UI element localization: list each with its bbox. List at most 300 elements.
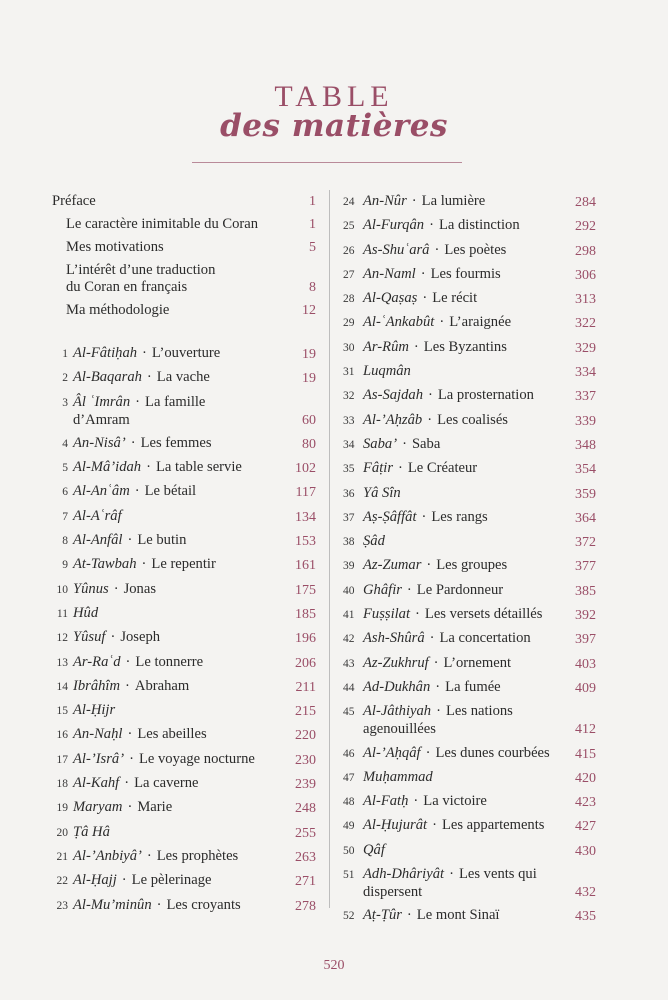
toc-entry[interactable] (343, 339, 596, 357)
page-number-ref: 397 (575, 632, 596, 648)
front-matter-item[interactable] (52, 216, 316, 233)
separator-dot: · (426, 557, 432, 574)
surah-french-name: La vache (156, 369, 210, 386)
page-number-ref: 412 (575, 722, 596, 738)
toc-entry[interactable] (343, 866, 596, 901)
surah-french-name: Les abeilles (137, 726, 207, 743)
toc-entry-text (52, 897, 286, 915)
toc-entry[interactable] (52, 872, 316, 890)
toc-entry-text (52, 775, 286, 793)
page-number-ref: 432 (575, 885, 596, 901)
toc-entry[interactable] (343, 314, 596, 332)
separator-dot: · (413, 338, 419, 355)
separator-dot: · (141, 556, 147, 573)
toc-entry-line (343, 817, 560, 835)
front-matter-item[interactable] (52, 262, 316, 296)
toc-entry[interactable] (343, 436, 596, 454)
surah-number: 8 (62, 535, 68, 548)
toc-entry[interactable] (343, 606, 596, 624)
page-number-ref: 403 (575, 656, 596, 672)
separator-dot: · (127, 532, 133, 549)
toc-entry[interactable] (343, 266, 596, 284)
toc-entry-line (343, 907, 560, 925)
separator-dot: · (435, 678, 441, 695)
surah-arabic-name: Al-Mâ’idah (73, 459, 142, 476)
surah-number: 4 (62, 437, 68, 450)
toc-entry-line (343, 363, 560, 381)
toc-entry-text (52, 751, 286, 769)
toc-entry[interactable] (343, 363, 596, 381)
surah-number: 41 (343, 609, 355, 622)
surah-number: 39 (343, 560, 355, 573)
surah-arabic-name: Hûd (73, 604, 99, 621)
surah-arabic-name: Al-’Anbiyâ’ (73, 847, 142, 864)
surah-number: 28 (343, 293, 355, 306)
separator-dot: · (415, 606, 420, 623)
surah-arabic-name: An-Nûr (363, 193, 407, 209)
surah-french-name: La concertation (439, 630, 531, 647)
surah-number: 32 (343, 390, 355, 403)
page-number: 520 (323, 958, 345, 973)
toc-entry[interactable] (343, 485, 596, 503)
toc-entry-line (343, 339, 560, 357)
surah-number: 21 (56, 850, 68, 863)
toc-entry-line (343, 387, 560, 405)
page-number-ref: 278 (295, 898, 316, 914)
surah-french-name-continued: d’Amram (73, 411, 130, 428)
toc-entry[interactable] (343, 907, 596, 925)
surah-french-name: Les femmes (140, 434, 212, 451)
surah-arabic-name: Luqmân (363, 363, 411, 380)
front-matter-text: Mes motivations (66, 239, 164, 255)
surah-arabic-name: Ar-Rûm (363, 338, 409, 355)
separator-dot: · (125, 653, 131, 670)
surah-french-name: Les croyants (166, 896, 241, 913)
toc-entry-line (52, 508, 280, 526)
surah-french-name: Les appartements (441, 817, 545, 834)
surah-number: 31 (343, 366, 355, 379)
surah-number: 51 (343, 869, 355, 882)
page-number-ref: 420 (575, 770, 596, 786)
surah-arabic-name: Al-Furqân (363, 217, 425, 234)
surah-number: 19 (56, 802, 68, 815)
surah-arabic-name: Adh-Dhâriyât (363, 866, 445, 883)
surah-number: 13 (56, 656, 68, 669)
toc-entry-text (343, 314, 566, 332)
toc-entry[interactable] (52, 629, 316, 647)
toc-entry-line (52, 345, 280, 363)
toc-entry-line (52, 702, 280, 720)
toc-entry-text (343, 817, 566, 835)
page-number-ref: 298 (575, 243, 596, 259)
surah-arabic-name: Maryam (73, 799, 123, 816)
surah-french-name: Les Byzantins (423, 338, 507, 355)
toc-entry-line (343, 655, 560, 673)
toc-entry[interactable] (343, 745, 596, 763)
separator-dot: · (124, 775, 130, 792)
separator-dot: · (422, 290, 428, 307)
page-number-ref: 284 (575, 195, 596, 210)
toc-entry[interactable] (343, 817, 596, 835)
surah-arabic-name: Al-Fatḥ (363, 793, 409, 810)
page-number-ref: 239 (295, 777, 316, 793)
surah-arabic-name: Aṣ-Ṣâffât (363, 508, 417, 525)
toc-entry[interactable] (343, 793, 596, 811)
surah-arabic-name: Ad-Dukhân (363, 678, 431, 695)
page-number-ref: 161 (295, 558, 316, 574)
page-number-ref: 359 (575, 486, 596, 502)
surah-number: 52 (343, 910, 355, 923)
surah-number: 6 (62, 486, 68, 499)
page-number-ref: 19 (302, 371, 316, 387)
separator-dot: · (427, 411, 433, 428)
toc-entry[interactable] (343, 703, 596, 738)
front-matter-page: 1 (309, 194, 316, 209)
toc-entry-text (52, 369, 286, 387)
surah-french-name: Saba (411, 435, 441, 452)
separator-dot: · (411, 193, 417, 209)
toc-entry[interactable] (52, 775, 316, 793)
toc-entry-text (343, 485, 566, 503)
surah-french-name: Les versets détaillés (424, 606, 543, 623)
separator-dot: · (135, 393, 141, 410)
toc-entry-line (52, 726, 280, 744)
surah-arabic-name: Aṭ-Ṭûr (363, 907, 402, 924)
toc-entry[interactable] (343, 533, 596, 551)
toc-entry[interactable] (52, 556, 316, 574)
toc-entry[interactable] (343, 290, 596, 308)
surah-french-name: Le butin (137, 532, 187, 549)
toc-entry-line (52, 654, 280, 672)
surah-number: 47 (343, 771, 355, 784)
separator-dot: · (406, 907, 412, 924)
toc-entry-line (52, 848, 280, 866)
toc-entry-line (343, 533, 560, 551)
toc-entry-text (52, 824, 286, 842)
toc-entry[interactable] (52, 581, 316, 599)
toc-entry[interactable] (52, 435, 316, 453)
page-number-ref: 423 (575, 795, 596, 811)
toc-entry[interactable] (52, 799, 316, 817)
surah-arabic-name: Al-ʿAnkabût (363, 314, 435, 331)
front-matter-item[interactable] (52, 193, 316, 210)
surah-french-name: Les vents qui (458, 866, 537, 883)
separator-dot: · (127, 726, 133, 743)
separator-dot: · (406, 581, 412, 598)
surah-arabic-name: Yûsuf (73, 629, 106, 646)
toc-entry[interactable] (343, 217, 596, 235)
toc-entry-line (343, 242, 560, 260)
page-number-ref: 306 (575, 267, 596, 283)
surah-arabic-name: Yûnus (73, 580, 109, 597)
surah-arabic-name: Al-Jâthiyah (363, 703, 432, 720)
page-number-ref: 348 (575, 437, 596, 453)
surah-arabic-name: Al-Anfâl (73, 532, 123, 549)
page-number-ref: 322 (575, 316, 596, 332)
toc-entry-line (343, 460, 560, 478)
page-number-ref: 271 (295, 874, 316, 890)
surah-number: 43 (343, 657, 355, 670)
separator-dot: · (130, 434, 136, 451)
toc-entry-text (52, 629, 286, 647)
toc-entry-text (343, 387, 566, 405)
toc-entry[interactable] (52, 345, 316, 363)
toc-entry-line (343, 557, 560, 575)
surah-french-name: L’ouverture (151, 345, 221, 361)
separator-dot: · (127, 799, 133, 816)
surah-number: 18 (56, 778, 68, 791)
toc-entry-line (343, 630, 560, 648)
page-number-ref: 313 (575, 292, 596, 308)
page-number-ref: 211 (295, 679, 316, 695)
surah-french-name: La victoire (423, 793, 487, 810)
surah-arabic-name: Al-Mu’minûn (73, 896, 152, 913)
toc-entry[interactable] (52, 702, 316, 720)
title-divider (192, 162, 462, 163)
toc-entry-line (52, 751, 280, 769)
page-number-ref: 215 (295, 704, 316, 720)
toc-entry[interactable] (52, 605, 316, 623)
toc-entry[interactable] (343, 769, 596, 787)
separator-dot: · (436, 703, 441, 720)
surah-number: 48 (343, 796, 355, 809)
toc-right-column (343, 193, 596, 925)
separator-dot: · (146, 369, 152, 386)
toc-entry-line (52, 435, 280, 453)
toc-entry-text (52, 848, 286, 866)
surah-number: 27 (343, 268, 355, 281)
surah-number: 29 (343, 317, 355, 330)
toc-entry-text (343, 793, 566, 811)
front-matter-list (52, 193, 316, 319)
separator-dot: · (121, 872, 127, 889)
surah-french-name: Les rangs (431, 508, 488, 525)
separator-dot: · (429, 217, 434, 234)
surah-number: 46 (343, 747, 355, 760)
front-matter-text (52, 262, 286, 296)
toc-entry-line (52, 629, 280, 647)
toc-entry-text (343, 266, 566, 284)
surah-french-name: Marie (137, 799, 173, 816)
front-matter-page: 8 (309, 280, 316, 295)
surah-french-name: Le repentir (151, 556, 216, 573)
toc-entry-text (343, 412, 566, 430)
surah-arabic-name: Al-Ḥajj (73, 872, 117, 889)
toc-entry-line (52, 459, 280, 477)
separator-dot: · (421, 508, 427, 525)
toc-entry-text (343, 630, 566, 648)
surah-number: 42 (343, 633, 355, 646)
toc-entry[interactable] (343, 412, 596, 430)
toc-entry-line (343, 582, 560, 600)
page-number-ref: 354 (575, 462, 596, 478)
surah-french-name: Les coalisés (437, 411, 508, 428)
surah-french-name: Joseph (120, 629, 161, 646)
page-number-ref: 220 (295, 728, 316, 744)
toc-entry-line (343, 842, 560, 860)
surah-arabic-name: Ṭâ Hâ (73, 823, 110, 840)
surah-number: 3 (62, 396, 68, 409)
toc-entry[interactable] (52, 532, 316, 550)
surah-arabic-name: An-Naḥl (73, 726, 123, 743)
toc-entry[interactable] (343, 630, 596, 648)
surah-french-name: Le bétail (144, 483, 197, 500)
front-matter-page: 1 (309, 217, 316, 232)
toc-entry-line (343, 290, 560, 308)
toc-entry-text (343, 582, 566, 600)
toc-entry-line (343, 314, 560, 332)
page-number-ref: 339 (575, 413, 596, 429)
toc-entry[interactable] (343, 842, 596, 860)
toc-entry[interactable] (343, 655, 596, 673)
toc-entry-text (343, 907, 566, 925)
toc-entry[interactable] (52, 897, 316, 915)
surah-arabic-name: Az-Zukhruf (363, 654, 429, 671)
surah-arabic-name: Fâṭir (363, 460, 393, 477)
toc-entry[interactable] (343, 193, 596, 211)
toc-entry-line (52, 897, 280, 915)
toc-entry-text (343, 290, 566, 308)
surah-arabic-name: Fuṣṣilat (363, 606, 411, 623)
surah-arabic-name: Al-Baqarah (73, 369, 142, 386)
toc-entry-line (52, 556, 280, 574)
page-number-ref: 385 (575, 583, 596, 599)
surah-french-name: Le voyage nocturne (138, 750, 255, 767)
toc-entry-line (343, 745, 560, 763)
surah-french-name: La fumée (445, 678, 501, 695)
surah-number: 38 (343, 536, 355, 549)
front-matter-text: Ma méthodologie (66, 302, 170, 318)
surah-number: 1 (62, 348, 68, 360)
separator-dot: · (429, 630, 435, 647)
toc-entry-text (343, 363, 566, 381)
toc-entry-line (343, 266, 560, 284)
toc-entry[interactable] (343, 582, 596, 600)
toc-entry-line (52, 678, 280, 696)
surah-french-name: Le Créateur (407, 460, 478, 477)
toc-entry-text (343, 557, 566, 575)
surah-french-name: L’araignée (449, 314, 512, 331)
surah-french-name: Jonas (123, 580, 156, 597)
surah-french-name: Les dunes courbées (435, 744, 550, 761)
page-number-ref: 372 (575, 535, 596, 551)
page-number-ref: 392 (575, 608, 596, 624)
toc-entry-line (343, 193, 560, 211)
toc-entry[interactable] (52, 394, 316, 429)
toc-entry-line (52, 872, 280, 890)
surah-arabic-name: Saba’ (363, 435, 398, 452)
toc-title-des-matieres: des matières (220, 108, 448, 144)
surah-number: 17 (56, 753, 68, 766)
surah-french-name: La caverne (134, 775, 199, 792)
separator-dot: · (113, 580, 119, 597)
surah-arabic-name: An-Nisâ’ (73, 434, 126, 451)
front-matter-page: 5 (309, 240, 316, 255)
page-number-ref: 409 (575, 680, 596, 696)
surah-french-name: Abraham (134, 677, 190, 694)
surah-number: 35 (343, 463, 355, 476)
toc-entry-text (52, 605, 286, 623)
page-number-ref: 415 (575, 746, 596, 762)
page-number-ref: 292 (575, 219, 596, 235)
toc-entry[interactable] (343, 557, 596, 575)
toc-entry[interactable] (52, 824, 316, 842)
toc-entry[interactable] (52, 751, 316, 769)
toc-entry-text (52, 726, 286, 744)
page-number-ref: 60 (302, 412, 316, 428)
separator-dot: · (156, 896, 162, 913)
toc-entry-line (52, 605, 280, 623)
toc-entry[interactable] (343, 242, 596, 260)
page-number-ref: 19 (302, 347, 316, 362)
surah-number: 2 (62, 372, 68, 385)
toc-entry[interactable] (52, 654, 316, 672)
toc-entry[interactable] (52, 508, 316, 526)
toc-entry[interactable] (52, 726, 316, 744)
toc-entry[interactable] (343, 460, 596, 478)
toc-entry-line (343, 606, 560, 624)
front-matter-text: Le caractère inimitable du Coran (66, 216, 259, 232)
toc-entry-line (343, 769, 560, 787)
surah-list-left (52, 345, 316, 915)
page-number-ref: 337 (575, 389, 596, 405)
surah-arabic-name: Al-Fâtiḥah (73, 345, 138, 361)
toc-entry[interactable] (52, 848, 316, 866)
surah-french-name: Les groupes (436, 557, 508, 574)
toc-entry-text (52, 556, 286, 574)
toc-entry[interactable] (52, 483, 316, 501)
toc-entry-text (52, 483, 286, 501)
separator-dot: · (134, 483, 140, 500)
toc-entry-text (343, 460, 566, 478)
page-number-ref: 430 (575, 843, 596, 859)
front-matter-item[interactable] (52, 302, 316, 319)
surah-arabic-name: Ibrâhîm (73, 677, 121, 694)
toc-entry[interactable] (343, 509, 596, 527)
page-number-ref: 153 (295, 534, 316, 550)
toc-entry-text (343, 242, 566, 260)
toc-entry-line (343, 485, 560, 503)
toc-entry[interactable] (343, 679, 596, 697)
surah-arabic-name: Al-Ḥujurât (363, 817, 428, 834)
toc-entry-text (52, 799, 286, 817)
toc-entry[interactable] (52, 369, 316, 387)
toc-title-table: TABLE (274, 80, 394, 113)
separator-dot: · (146, 459, 151, 476)
toc-entry-text (343, 509, 566, 527)
separator-dot: · (402, 435, 407, 452)
surah-number: 20 (56, 826, 68, 839)
toc-entry-text (343, 193, 566, 211)
front-matter-text-line2: du Coran en français (66, 279, 188, 295)
front-matter-text: Préface (52, 193, 96, 209)
toc-entry[interactable] (52, 459, 316, 477)
surah-number: 14 (56, 680, 68, 693)
toc-entry-line (343, 436, 560, 454)
surah-french-name-continued: agenouillées (363, 721, 436, 738)
toc-entry[interactable] (343, 387, 596, 405)
toc-entry-line (52, 799, 280, 817)
surah-list-right (343, 193, 596, 925)
toc-entry-text (343, 339, 566, 357)
toc-entry-text (343, 533, 566, 551)
surah-french-name: L’ornement (443, 654, 512, 671)
surah-number: 15 (56, 705, 68, 718)
separator-dot: · (420, 265, 426, 282)
toc-entry[interactable] (52, 678, 316, 696)
toc-entry-text (343, 679, 566, 697)
front-matter-item[interactable] (52, 239, 316, 256)
